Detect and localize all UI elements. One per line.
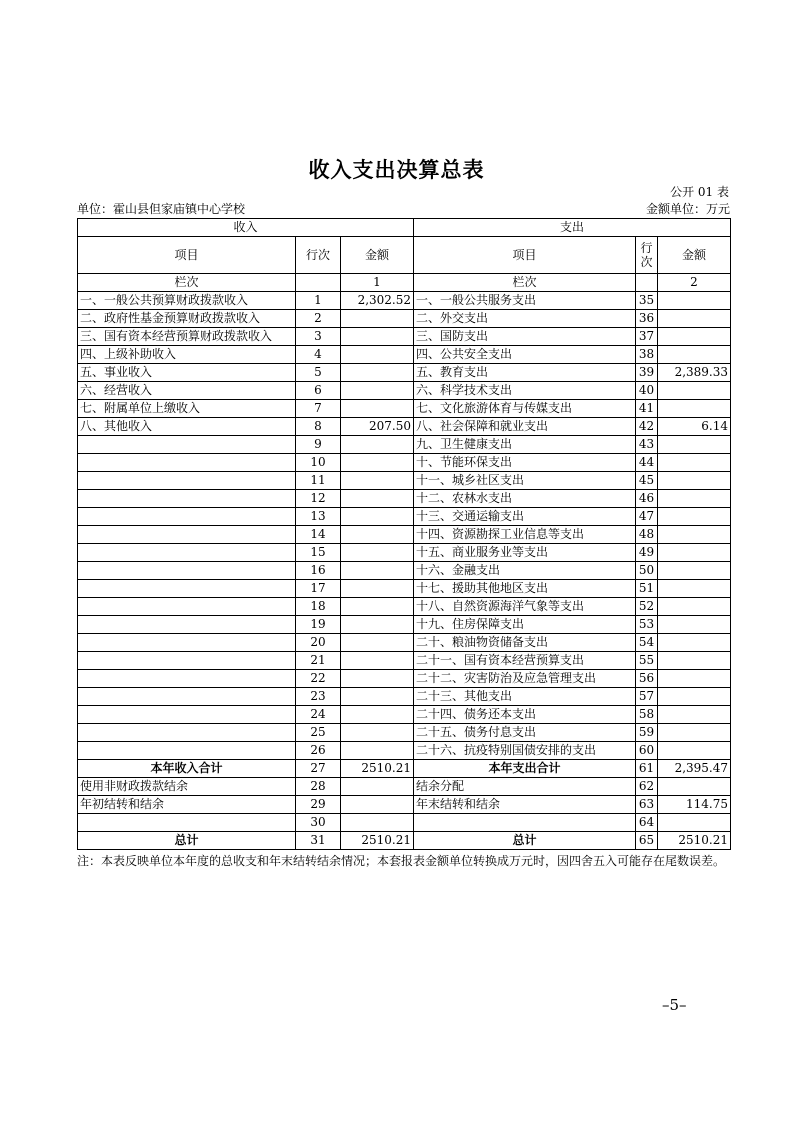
cell-ex-item: 二十三、其他支出 [414, 688, 636, 706]
cell-ex-no: 48 [636, 526, 658, 544]
cell-in-item: 本年收入合计 [78, 760, 296, 778]
cell-ex-no: 53 [636, 616, 658, 634]
cell-in-item [78, 634, 296, 652]
cell-ex-amt [658, 490, 731, 508]
cell-in-item: 二、政府性基金预算财政拨款收入 [78, 310, 296, 328]
cell-in-amt [341, 580, 414, 598]
cell-in-no: 10 [296, 454, 341, 472]
cell-in-no: 1 [296, 292, 341, 310]
cell-in-item [78, 616, 296, 634]
cell-in-amt [341, 436, 414, 454]
cell-in-no: 18 [296, 598, 341, 616]
cell-ex-amt [658, 310, 731, 328]
expense-line-header: 行 次 [636, 237, 658, 274]
cell-ex-no: 55 [636, 652, 658, 670]
cell-ex-no: 65 [636, 832, 658, 850]
cell-ex-no: 39 [636, 364, 658, 382]
cell-ex-item: 十九、住房保障支出 [414, 616, 636, 634]
cell-in-no: 8 [296, 418, 341, 436]
table-row [78, 508, 731, 526]
cell-in-no: 13 [296, 508, 341, 526]
table-row [78, 760, 731, 778]
cell-in-amt [341, 472, 414, 490]
cell-ex-item: 十六、金融支出 [414, 562, 636, 580]
cell-in-amt: 2510.21 [341, 760, 414, 778]
cell-in-item: 年初结转和结余 [78, 796, 296, 814]
cell-ex-no: 54 [636, 634, 658, 652]
cell-ex-no: 43 [636, 436, 658, 454]
cell-in-no: 26 [296, 742, 341, 760]
cell-ex-item: 十四、资源勘探工业信息等支出 [414, 526, 636, 544]
cell-in-item [78, 454, 296, 472]
cell-in-item: 五、事业收入 [78, 364, 296, 382]
table-row [78, 436, 731, 454]
cell-ex-no: 58 [636, 706, 658, 724]
cell-ex-item: 七、文化旅游体育与传媒支出 [414, 400, 636, 418]
expense-col-number: 2 [658, 274, 731, 292]
cell-in-amt [341, 598, 414, 616]
cell-in-amt [341, 328, 414, 346]
cell-in-amt: 2510.21 [341, 832, 414, 850]
cell-ex-amt [658, 616, 731, 634]
cell-in-no: 23 [296, 688, 341, 706]
table-row [78, 418, 731, 436]
cell-ex-amt [658, 742, 731, 760]
cell-in-no: 25 [296, 724, 341, 742]
cell-ex-amt [658, 292, 731, 310]
table-row [78, 346, 731, 364]
cell-ex-item: 八、社会保障和就业支出 [414, 418, 636, 436]
cell-in-item [78, 508, 296, 526]
cell-ex-amt [658, 544, 731, 562]
table-row [78, 832, 731, 850]
income-line-header: 行次 [296, 237, 341, 274]
cell-ex-amt [658, 328, 731, 346]
table-row [78, 724, 731, 742]
cell-in-item: 八、其他收入 [78, 418, 296, 436]
cell-in-no: 22 [296, 670, 341, 688]
cell-ex-item: 三、国防支出 [414, 328, 636, 346]
footnote: 注：本表反映单位本年度的总收支和年末结转结余情况；本套报表金额单位转换成万元时，因四舍五入可能存在尾数误差。 [77, 854, 726, 868]
cell-in-item [78, 562, 296, 580]
cell-in-no: 30 [296, 814, 341, 832]
cell-ex-no: 64 [636, 814, 658, 832]
table-row [78, 796, 731, 814]
cell-in-no: 29 [296, 796, 341, 814]
cell-ex-item: 九、卫生健康支出 [414, 436, 636, 454]
cell-in-item: 总计 [78, 832, 296, 850]
expense-amount-header: 金额 [658, 237, 731, 274]
cell-in-item: 四、上级补助收入 [78, 346, 296, 364]
cell-in-item [78, 724, 296, 742]
amount-unit: 金额单位：万元 [645, 202, 730, 216]
cell-ex-amt: 2,389.33 [658, 364, 731, 382]
form-number: 公开 01 表 [670, 185, 729, 199]
cell-in-amt [341, 796, 414, 814]
cell-ex-amt [658, 598, 731, 616]
cell-ex-no: 61 [636, 760, 658, 778]
table-row [78, 454, 731, 472]
cell-in-amt [341, 346, 414, 364]
cell-ex-amt [658, 670, 731, 688]
cell-ex-no: 42 [636, 418, 658, 436]
cell-ex-amt: 2510.21 [658, 832, 731, 850]
cell-ex-amt [658, 472, 731, 490]
cell-ex-item: 十八、自然资源海洋气象等支出 [414, 598, 636, 616]
cell-in-amt [341, 724, 414, 742]
cell-in-amt: 207.50 [341, 418, 414, 436]
cell-ex-item: 本年支出合计 [414, 760, 636, 778]
table-row [78, 490, 731, 508]
table-row [78, 652, 731, 670]
cell-in-amt [341, 382, 414, 400]
cell-ex-amt [658, 580, 731, 598]
table-row [78, 292, 731, 310]
cell-in-no: 21 [296, 652, 341, 670]
cell-ex-amt: 6.14 [658, 418, 731, 436]
cell-ex-amt [658, 562, 731, 580]
cell-in-no: 3 [296, 328, 341, 346]
page-title: 收入支出决算总表 [308, 158, 485, 182]
cell-ex-amt [658, 400, 731, 418]
cell-ex-item: 二十二、灾害防治及应急管理支出 [414, 670, 636, 688]
page-number: –5– [662, 996, 687, 1014]
cell-ex-amt [658, 652, 731, 670]
expense-col-blank [636, 274, 658, 292]
table-row [78, 472, 731, 490]
cell-ex-amt [658, 814, 731, 832]
cell-ex-item: 六、科学技术支出 [414, 382, 636, 400]
cell-ex-no: 40 [636, 382, 658, 400]
cell-ex-item: 年末结转和结余 [414, 796, 636, 814]
expense-header: 支出 [414, 219, 731, 237]
table-row [78, 634, 731, 652]
cell-ex-item: 五、教育支出 [414, 364, 636, 382]
table-row [78, 400, 731, 418]
table-row [78, 814, 731, 832]
cell-ex-amt [658, 634, 731, 652]
cell-ex-no: 51 [636, 580, 658, 598]
cell-ex-amt [658, 688, 731, 706]
cell-in-amt [341, 616, 414, 634]
cell-ex-no: 63 [636, 796, 658, 814]
cell-in-item [78, 490, 296, 508]
cell-ex-no: 59 [636, 724, 658, 742]
table-row [78, 598, 731, 616]
cell-in-item: 三、国有资本经营预算财政拨款收入 [78, 328, 296, 346]
cell-in-item [78, 742, 296, 760]
cell-in-item [78, 526, 296, 544]
cell-ex-no: 52 [636, 598, 658, 616]
cell-in-no: 17 [296, 580, 341, 598]
cell-in-no: 14 [296, 526, 341, 544]
cell-in-item [78, 670, 296, 688]
income-item-header: 项目 [78, 237, 296, 274]
cell-ex-no: 36 [636, 310, 658, 328]
cell-in-no: 31 [296, 832, 341, 850]
cell-in-no: 15 [296, 544, 341, 562]
cell-ex-no: 56 [636, 670, 658, 688]
table-body [78, 292, 731, 850]
cell-ex-no: 41 [636, 400, 658, 418]
table-row [78, 616, 731, 634]
expense-item-header: 项目 [414, 237, 636, 274]
table-row [78, 310, 731, 328]
table-row [78, 562, 731, 580]
cell-ex-no: 38 [636, 346, 658, 364]
cell-ex-amt [658, 436, 731, 454]
income-amount-header: 金额 [341, 237, 414, 274]
table-row [78, 364, 731, 382]
cell-in-amt [341, 562, 414, 580]
table-row [78, 688, 731, 706]
cell-in-amt [341, 364, 414, 382]
table-row [78, 742, 731, 760]
cell-in-amt [341, 652, 414, 670]
cell-ex-no: 44 [636, 454, 658, 472]
cell-ex-item: 二十一、国有资本经营预算支出 [414, 652, 636, 670]
cell-in-item [78, 580, 296, 598]
cell-in-no: 12 [296, 490, 341, 508]
cell-in-no: 6 [296, 382, 341, 400]
cell-in-amt [341, 526, 414, 544]
unit-name: 单位：霍山县但家庙镇中心学校 [77, 202, 246, 216]
cell-ex-no: 62 [636, 778, 658, 796]
cell-ex-amt [658, 346, 731, 364]
cell-in-no: 16 [296, 562, 341, 580]
cell-in-no: 24 [296, 706, 341, 724]
cell-in-no: 4 [296, 346, 341, 364]
cell-in-item [78, 688, 296, 706]
table-row [78, 382, 731, 400]
cell-in-item: 使用非财政拨款结余 [78, 778, 296, 796]
cell-ex-item: 十三、交通运输支出 [414, 508, 636, 526]
table-row [78, 580, 731, 598]
table-row [78, 526, 731, 544]
cell-in-amt [341, 490, 414, 508]
table-row [78, 670, 731, 688]
cell-in-no: 2 [296, 310, 341, 328]
cell-ex-item: 十一、城乡社区支出 [414, 472, 636, 490]
cell-in-amt [341, 706, 414, 724]
cell-in-item: 一、一般公共预算财政拨款收入 [78, 292, 296, 310]
cell-ex-item: 十五、商业服务业等支出 [414, 544, 636, 562]
expense-col-label: 栏次 [414, 274, 636, 292]
cell-ex-item: 结余分配 [414, 778, 636, 796]
income-col-label: 栏次 [78, 274, 296, 292]
cell-in-item [78, 706, 296, 724]
cell-in-amt [341, 670, 414, 688]
cell-in-item [78, 436, 296, 454]
cell-ex-amt [658, 382, 731, 400]
cell-in-amt [341, 544, 414, 562]
cell-ex-item: 二十四、债务还本支出 [414, 706, 636, 724]
table-row [78, 778, 731, 796]
table-row [78, 328, 731, 346]
cell-in-no: 11 [296, 472, 341, 490]
income-header: 收入 [78, 219, 414, 237]
cell-in-no: 28 [296, 778, 341, 796]
cell-ex-no: 35 [636, 292, 658, 310]
cell-in-amt [341, 778, 414, 796]
cell-in-amt [341, 310, 414, 328]
cell-in-amt [341, 688, 414, 706]
income-expense-table [77, 218, 731, 850]
cell-in-item: 七、附属单位上缴收入 [78, 400, 296, 418]
cell-ex-no: 46 [636, 490, 658, 508]
cell-ex-no: 57 [636, 688, 658, 706]
cell-ex-amt [658, 724, 731, 742]
cell-ex-amt [658, 508, 731, 526]
income-col-number: 1 [341, 274, 414, 292]
cell-ex-no: 49 [636, 544, 658, 562]
table-row [78, 706, 731, 724]
cell-ex-item: 一、一般公共服务支出 [414, 292, 636, 310]
cell-in-no: 19 [296, 616, 341, 634]
cell-in-no: 27 [296, 760, 341, 778]
cell-in-item: 六、经营收入 [78, 382, 296, 400]
cell-ex-item [414, 814, 636, 832]
cell-in-amt [341, 508, 414, 526]
cell-ex-no: 45 [636, 472, 658, 490]
cell-in-no: 9 [296, 436, 341, 454]
cell-ex-amt [658, 454, 731, 472]
cell-in-item [78, 652, 296, 670]
cell-in-item [78, 814, 296, 832]
cell-in-item [78, 544, 296, 562]
cell-ex-no: 50 [636, 562, 658, 580]
cell-ex-amt [658, 526, 731, 544]
cell-ex-amt [658, 778, 731, 796]
cell-ex-item: 十、节能环保支出 [414, 454, 636, 472]
cell-in-no: 5 [296, 364, 341, 382]
cell-ex-no: 60 [636, 742, 658, 760]
cell-ex-item: 二十、粮油物资储备支出 [414, 634, 636, 652]
cell-in-amt: 2,302.52 [341, 292, 414, 310]
cell-ex-amt [658, 706, 731, 724]
cell-ex-item: 二十五、债务付息支出 [414, 724, 636, 742]
cell-ex-no: 47 [636, 508, 658, 526]
cell-ex-amt: 2,395.47 [658, 760, 731, 778]
cell-in-no: 7 [296, 400, 341, 418]
cell-ex-item: 十二、农林水支出 [414, 490, 636, 508]
cell-in-amt [341, 814, 414, 832]
cell-in-item [78, 472, 296, 490]
cell-ex-item: 二十六、抗疫特别国债安排的支出 [414, 742, 636, 760]
cell-in-amt [341, 634, 414, 652]
cell-in-item [78, 598, 296, 616]
cell-ex-item: 十七、援助其他地区支出 [414, 580, 636, 598]
income-col-blank [296, 274, 341, 292]
cell-in-amt [341, 454, 414, 472]
cell-in-amt [341, 742, 414, 760]
cell-ex-item: 二、外交支出 [414, 310, 636, 328]
cell-ex-amt: 114.75 [658, 796, 731, 814]
cell-ex-item: 总计 [414, 832, 636, 850]
cell-ex-item: 四、公共安全支出 [414, 346, 636, 364]
cell-ex-no: 37 [636, 328, 658, 346]
cell-in-amt [341, 400, 414, 418]
cell-in-no: 20 [296, 634, 341, 652]
table-row [78, 544, 731, 562]
